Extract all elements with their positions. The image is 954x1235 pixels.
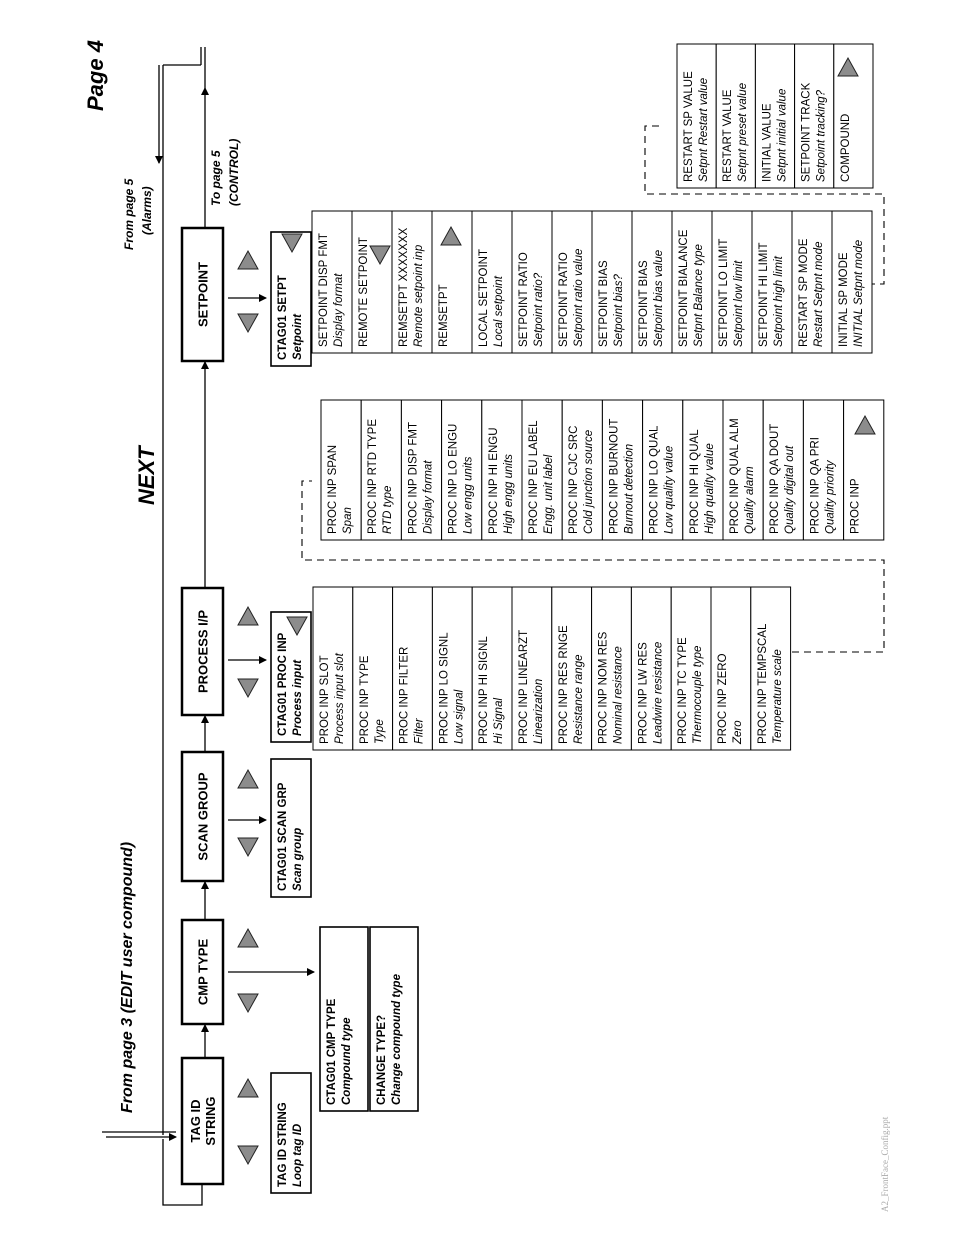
- proc-col2-item-0[interactable]: [321, 400, 361, 540]
- cmp-type-box-title: CTAG01 CMP TYPE: [326, 998, 338, 1105]
- sp-col1-item-5[interactable]: [512, 211, 552, 353]
- proc-col1-item-0-title: PROC INP SLOT: [319, 655, 331, 744]
- proc-col2-item-10-desc: Quality alarm: [744, 466, 756, 534]
- menu-box-cmp[interactable]: [182, 920, 223, 1024]
- tag-up-arrow-icon[interactable]: [238, 1079, 258, 1097]
- proc-col2-item-2[interactable]: [401, 400, 441, 540]
- cmp-type-box[interactable]: [320, 927, 368, 1111]
- proc-col1-item-5-desc: Linearization: [533, 678, 545, 744]
- sp-col1-item-11[interactable]: [752, 211, 792, 353]
- proc-col2-item-13-title: PROC INP: [849, 478, 862, 534]
- sp-col1-item-13-title: INITIAL SP MODE: [838, 252, 850, 347]
- proc-col2-item-0-title: PROC INP SPAN: [327, 444, 339, 534]
- scan-group-box[interactable]: [271, 759, 311, 897]
- proc-col2-item-3-desc: Low engg units: [462, 456, 475, 534]
- sp-down-arrow-icon[interactable]: [238, 314, 258, 332]
- proc-col2-item-4[interactable]: [482, 400, 522, 540]
- sp-col1-item-8-desc: Setpoint bias value: [653, 249, 665, 347]
- footer-filename: A2_FrontFace_Config.ppt: [880, 1116, 890, 1212]
- sp-col1-item-13-desc: INITIAL Setpnt mode: [853, 239, 865, 347]
- proc-col1-item-7-desc: Nominal resistance: [612, 646, 625, 744]
- menu-box-label: STRING: [203, 1096, 218, 1146]
- proc-col2-item-7-desc: Burnout detection: [623, 443, 636, 534]
- scan-group-box-desc: Scan group: [292, 827, 304, 891]
- sp-col1-item-2[interactable]: [392, 211, 432, 353]
- main-menu-boxes: [182, 228, 223, 1184]
- proc-col1-item-2-title: PROC INP FILTER: [398, 646, 411, 744]
- sp-col1-item-10[interactable]: [712, 211, 752, 353]
- proc-col2-item-2-desc: Display format: [422, 460, 435, 534]
- proc-col2-item-1-desc: RTD type: [382, 485, 395, 534]
- sp-col1-item-2-title: REMSETPT XXXXXXX: [398, 227, 410, 347]
- sp-col1-item-8-title: SETPOINT BIAS: [638, 260, 650, 347]
- proc-col2-item-6-desc: Cold junction source: [583, 429, 596, 534]
- proc-col2-item-6-title: PROC INP CJC SRC: [568, 425, 581, 534]
- change-type-box[interactable]: [370, 927, 418, 1111]
- proc-col1-item-9[interactable]: [671, 587, 711, 750]
- from-page5-sub: (Alarms): [140, 186, 154, 235]
- menu-box-label: TAG ID: [188, 1099, 203, 1143]
- proc-col1-item-8-title: PROC INP LW RES: [637, 642, 650, 744]
- sp-col2-item-2-title: INITIAL VALUE: [761, 103, 774, 182]
- proc-col2-item-9-title: PROC INP HI QUAL: [688, 429, 701, 534]
- cmp-up-arrow-icon[interactable]: [238, 929, 258, 947]
- proc-col1-item-7[interactable]: [592, 587, 632, 750]
- sp-col1-item-4-title: LOCAL SETPOINT: [478, 249, 490, 347]
- sp-col1-item-11-desc: Setpoint high limit: [773, 256, 785, 347]
- tag-id-string-box-desc: Loop tag ID: [292, 1123, 304, 1187]
- proc-col2-item-11-title: PROC INP QA DOUT: [769, 423, 782, 534]
- proc-col1-item-7-title: PROC INP NOM RES: [597, 631, 610, 744]
- proc-col1-item-6-desc: Resistance range: [572, 654, 585, 744]
- proc-col1-item-11-desc: Temperature scale: [771, 649, 784, 744]
- proc-col1-item-5-title: PROC INP LINEARZT: [518, 629, 530, 744]
- sp-up-arrow-icon[interactable]: [238, 251, 258, 269]
- sp-col2-item-1-title: RESTART VALUE: [722, 89, 735, 182]
- sp-col1-item-4-desc: Local setpoint: [493, 276, 505, 347]
- sp-col1-item-5-title: SETPOINT RATIO: [518, 252, 530, 347]
- setpoint-header-box[interactable]: [271, 232, 311, 366]
- sp-col2-item-2[interactable]: [755, 44, 794, 188]
- menu-box-label: SCAN GROUP: [195, 772, 211, 861]
- sp-col1-item-12-title: RESTART SP MODE: [798, 238, 810, 347]
- to-page5-label: To page 5: [209, 150, 223, 206]
- proc-col1-item-5[interactable]: [512, 587, 552, 750]
- sp-col1-item-11-title: SETPOINT HI LIMIT: [758, 242, 770, 347]
- menu-box-tag[interactable]: [182, 1058, 223, 1184]
- proc-col1-item-3-title: PROC INP LO SIGNL: [438, 632, 451, 744]
- sp-col2-item-2-desc: Setpnt initial value: [776, 88, 789, 182]
- proc-col2-item-1[interactable]: [361, 400, 401, 540]
- proc-col1-item-6-title: PROC INP RES RNGE: [557, 625, 570, 744]
- proc-col1-item-11-title: PROC INP TEMPSCAL: [756, 623, 769, 744]
- proc-col2-item-12[interactable]: [803, 400, 843, 540]
- sp-col2-item-0[interactable]: [677, 44, 716, 188]
- proc-col2-item-7-title: PROC INP BURNOUT: [608, 418, 621, 534]
- scan-down-arrow-icon[interactable]: [238, 838, 258, 856]
- sp-col1-item-7-title: SETPOINT BIAS: [598, 260, 610, 347]
- proc-col2-item-11[interactable]: [763, 400, 803, 540]
- proc-col1-item-0-desc: Process input slot: [334, 653, 346, 744]
- proc-col1-item-6[interactable]: [552, 587, 592, 750]
- sp-col2-item-4-title: COMPOUND: [839, 113, 852, 182]
- sp-col1-item-1[interactable]: [352, 211, 392, 353]
- proc-col1-item-0[interactable]: [313, 587, 353, 750]
- proc-col1-item-2[interactable]: [393, 587, 433, 750]
- proc-up-arrow-icon[interactable]: [238, 607, 258, 625]
- heading-from-page3: From page 3 (EDIT user compound): [119, 841, 136, 1113]
- proc-inp-header-box-desc: Process input: [292, 659, 304, 736]
- tag-id-string-box[interactable]: [271, 1073, 311, 1193]
- sp-col1-item-7[interactable]: [592, 211, 632, 353]
- proc-col1-item-10-desc: Zero: [732, 720, 744, 744]
- menu-box-sp[interactable]: [182, 228, 223, 361]
- proc-col1-item-8-desc: Leadwire resistance: [652, 641, 665, 744]
- to-page5-sub: (CONTROL): [227, 138, 241, 206]
- proc-col1-item-4-title: PROC INP HI SIGNL: [478, 636, 491, 744]
- sp-col2-item-0-desc: Setpnt Restart value: [698, 77, 710, 182]
- sp-col1-item-10-title: SETPOINT LO LIMIT: [718, 238, 730, 347]
- proc-col2-item-10[interactable]: [723, 400, 763, 540]
- proc-col2-item-3[interactable]: [442, 400, 482, 540]
- proc-col2-item-8-desc: Low quality value: [663, 445, 676, 534]
- menu-box-label: CMP TYPE: [195, 938, 211, 1006]
- proc-col2-item-12-title: PROC INP QA PRI: [809, 437, 822, 534]
- sp-col1-item-8[interactable]: [632, 211, 672, 353]
- proc-col1-item-3[interactable]: [432, 587, 472, 750]
- page-number: Page 4: [83, 40, 108, 111]
- sp-col1-item-6[interactable]: [552, 211, 592, 353]
- sp-col1-item-3-title: REMSETPT: [438, 284, 450, 347]
- setpoint-header-box-desc: Setpoint: [292, 314, 304, 360]
- from-page5-label: From page 5: [122, 178, 136, 250]
- proc-col2-item-8[interactable]: [643, 400, 683, 540]
- sp-col1-item-4[interactable]: [472, 211, 512, 353]
- proc-col2-item-10-title: PROC INP QUAL ALM: [729, 418, 741, 534]
- proc-col2-item-11-desc: Quality digital out: [784, 445, 797, 534]
- sp-col2-item-0-title: RESTART SP VALUE: [683, 71, 695, 182]
- sp-col1-item-9-desc: Setpnt Balance type: [693, 244, 705, 347]
- sp-col1-item-12[interactable]: [792, 211, 832, 353]
- menu-box-label: PROCESS I/P: [195, 609, 211, 694]
- scan-group-box-title: CTAG01 SCAN GRP: [277, 782, 289, 891]
- proc-col2-item-5[interactable]: [522, 400, 562, 540]
- proc-col2-item-12-desc: Quality priority: [824, 460, 837, 534]
- proc-col1-item-8[interactable]: [631, 587, 671, 750]
- menu-box-scan[interactable]: [182, 752, 223, 881]
- submenu-boxes: [271, 44, 884, 1193]
- proc-col1-item-11[interactable]: [751, 587, 791, 750]
- change-type-box-desc: Change compound type: [391, 974, 403, 1105]
- heading-next: NEXT: [134, 446, 159, 505]
- proc-col2-item-9-desc: High quality value: [703, 443, 716, 534]
- sp-col1-item-6-title: SETPOINT RATIO: [558, 252, 570, 347]
- proc-col2-item-0-desc: Span: [342, 507, 354, 534]
- sp-col1-item-7-desc: Setpoint bias?: [613, 274, 625, 347]
- sp-col2-item-3[interactable]: [795, 44, 834, 188]
- sp-col1-item-0-desc: Display format: [333, 273, 345, 347]
- proc-col2-item-4-title: PROC INP HI ENGU: [487, 427, 500, 534]
- sp-col1-item-9[interactable]: [672, 211, 712, 353]
- sp-col1-item-6-desc: Setpoint ratio value: [573, 248, 585, 347]
- sp-col1-item-0[interactable]: [312, 211, 352, 353]
- sp-col2-item-1[interactable]: [716, 44, 755, 188]
- proc-col1-item-9-desc: Thermocouple type: [692, 645, 705, 744]
- proc-col1-item-10-title: PROC INP ZERO: [717, 653, 729, 744]
- proc-col2-item-2-title: PROC INP DISP FMT: [407, 421, 420, 534]
- scan-up-arrow-icon[interactable]: [238, 770, 258, 788]
- proc-col2-item-9[interactable]: [683, 400, 723, 540]
- sp-col1-item-5-desc: Setpoint ratio?: [533, 272, 545, 347]
- proc-col1-item-4[interactable]: [472, 587, 512, 750]
- proc-inp-header-box[interactable]: [271, 612, 311, 742]
- proc-col2-item-1-title: PROC INP RTD TYPE: [367, 418, 380, 534]
- proc-col2-item-4-desc: High engg units: [502, 454, 515, 534]
- proc-col1-item-9-title: PROC INP TC TYPE: [677, 637, 690, 744]
- proc-col2-item-8-title: PROC INP LO QUAL: [648, 425, 661, 534]
- proc-inp-header-box-title: CTAG01 PROC INP: [277, 632, 289, 736]
- sp-col1-item-2-desc: Remote setpoint inp: [413, 244, 425, 347]
- proc-col1-item-4-desc: Hi Signal: [493, 697, 506, 744]
- proc-col1-item-1-title: PROC INP TYPE: [358, 655, 371, 744]
- proc-down-arrow-icon[interactable]: [238, 679, 258, 697]
- proc-col2-item-3-title: PROC INP LO ENGU: [447, 423, 460, 534]
- proc-col1-item-1[interactable]: [353, 587, 393, 750]
- menu-box-label: SETPOINT: [195, 261, 211, 328]
- setpoint-header-box-title: CTAG01 SETPT: [277, 275, 289, 360]
- tag-down-arrow-icon[interactable]: [238, 1146, 258, 1164]
- proc-col1-item-2-desc: Filter: [413, 718, 426, 744]
- change-type-box-title: CHANGE TYPE?: [376, 1014, 388, 1105]
- cmp-type-box-desc: Compound type: [341, 1017, 353, 1105]
- sp-col1-item-13[interactable]: [832, 211, 872, 353]
- sp-col1-item-1-title: REMOTE SETPOINT: [358, 237, 370, 347]
- dashed-connectors: [302, 126, 884, 652]
- proc-col1-item-1-desc: Type: [373, 719, 386, 744]
- sp-col2-item-3-desc: Setpoint tracking?: [815, 89, 828, 182]
- proc-col1-item-3-desc: Low signal: [453, 689, 466, 744]
- sp-col1-item-0-title: SETPOINT DISP FMT: [318, 233, 330, 347]
- sp-col2-item-3-title: SETPOINT TRACK: [800, 82, 813, 182]
- proc-col2-item-7[interactable]: [602, 400, 642, 540]
- sp-col1-item-10-desc: Setpoint low limit: [733, 260, 745, 347]
- sp-col1-item-9-title: SETPOINT BIALANCE: [678, 229, 690, 347]
- proc-col1-item-10[interactable]: [711, 587, 751, 750]
- cmp-down-arrow-icon[interactable]: [238, 994, 258, 1012]
- proc-col2-item-5-title: PROC INP EU LABEL: [528, 420, 540, 534]
- tag-id-string-box-title: TAG ID STRING: [277, 1102, 289, 1187]
- sp-col2-item-4[interactable]: [834, 44, 873, 188]
- proc-col2-item-5-desc: Engg. unit label: [543, 454, 555, 534]
- sp-col1-item-12-desc: Restart Setpnt mode: [813, 241, 825, 347]
- proc-col2-item-6[interactable]: [562, 400, 602, 540]
- menu-box-proc[interactable]: [182, 588, 223, 715]
- sp-col2-item-1-desc: Setpnt preset value: [737, 82, 750, 182]
